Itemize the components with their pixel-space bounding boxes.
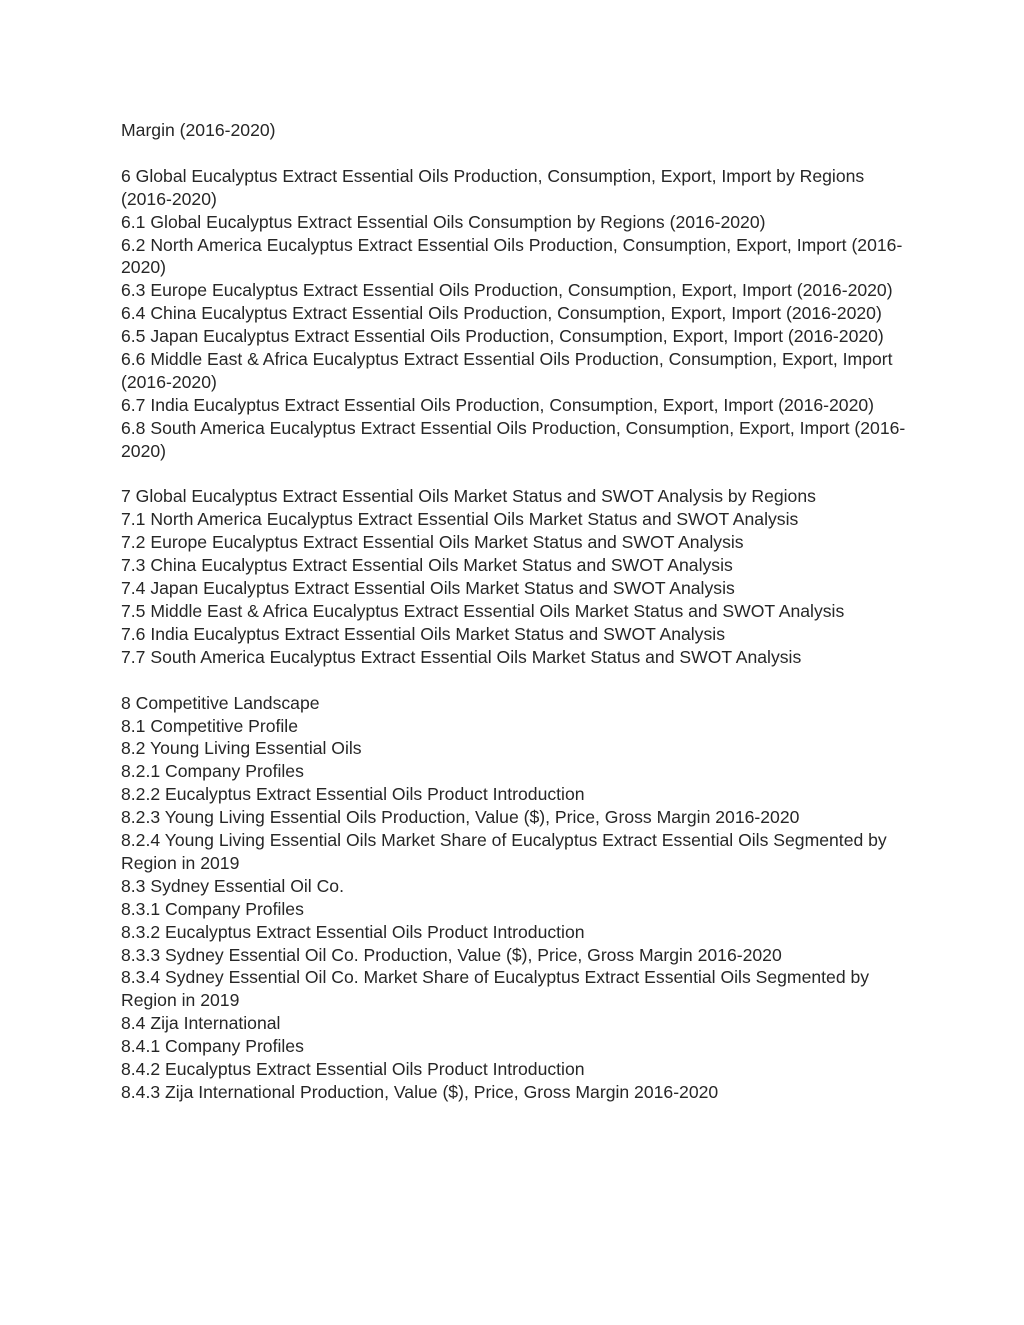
toc-entry: 6.4 China Eucalyptus Extract Essential Oils Production, Consumption, Export, Import (2016-2020) xyxy=(121,303,882,324)
toc-section xyxy=(121,692,911,1104)
toc-entry: 8.4 Zija International xyxy=(121,1013,281,1034)
toc-entry: 8.3.4 Sydney Essential Oil Co. Market Share of Eucalyptus Extract Essential Oils Segmented by Region in 2019 xyxy=(121,967,870,1011)
toc-entry: 7.2 Europe Eucalyptus Extract Essential Oils Market Status and SWOT Analysis xyxy=(121,532,744,553)
toc-entry: 8 Competitive Landscape xyxy=(121,692,320,713)
toc-entry: 7.6 India Eucalyptus Extract Essential Oils Market Status and SWOT Analysis xyxy=(121,623,725,644)
toc-section xyxy=(121,119,911,142)
toc-entry: 6.3 Europe Eucalyptus Extract Essential Oils Production, Consumption, Export, Import (2016-2020) xyxy=(121,280,893,301)
table-of-contents xyxy=(121,119,911,1104)
toc-entry: 8.3.2 Eucalyptus Extract Essential Oils Product Introduction xyxy=(121,921,585,942)
toc-entry: 6.6 Middle East & Africa Eucalyptus Extract Essential Oils Production, Consumption, Export, Import (2016-2020) xyxy=(121,349,893,392)
toc-section xyxy=(121,165,911,463)
toc-entry: 7.5 Middle East & Africa Eucalyptus Extract Essential Oils Market Status and SWOT Analysis xyxy=(121,601,845,621)
toc-entry: 8.2.1 Company Profiles xyxy=(121,761,304,782)
toc-entry: 6.8 South America Eucalyptus Extract Essential Oils Production, Consumption, Export, Import (2016-2020) xyxy=(121,417,906,461)
toc-entry: Margin (2016-2020) xyxy=(121,120,276,140)
toc-entry: 7.7 South America Eucalyptus Extract Essential Oils Market Status and SWOT Analysis xyxy=(121,646,802,667)
toc-entry: 8.4.3 Zija International Production, Value ($), Price, Gross Margin 2016-2020 xyxy=(121,1082,719,1103)
toc-entry: 6 Global Eucalyptus Extract Essential Oils Production, Consumption, Export, Import by Regions (2016-2020) xyxy=(121,165,865,209)
toc-entry: 8.2 Young Living Essential Oils xyxy=(121,738,362,759)
toc-entry: 8.3.1 Company Profiles xyxy=(121,898,304,919)
toc-entry: 8.4.2 Eucalyptus Extract Essential Oils Product Introduction xyxy=(121,1059,585,1080)
toc-entry: 6.1 Global Eucalyptus Extract Essential Oils Consumption by Regions (2016-2020) xyxy=(121,211,766,232)
toc-entry: 7.1 North America Eucalyptus Extract Essential Oils Market Status and SWOT Analysis xyxy=(121,509,799,530)
toc-entry: 8.3 Sydney Essential Oil Co. xyxy=(121,875,344,896)
toc-entry: 6.2 North America Eucalyptus Extract Essential Oils Production, Consumption, Export, Import (2016-2020) xyxy=(121,234,903,278)
toc-entry: 8.2.2 Eucalyptus Extract Essential Oils Product Introduction xyxy=(121,784,585,805)
toc-entry: 6.5 Japan Eucalyptus Extract Essential Oils Production, Consumption, Export, Import (2016-2020) xyxy=(121,326,884,347)
toc-entry: 7.4 Japan Eucalyptus Extract Essential Oils Market Status and SWOT Analysis xyxy=(121,578,735,599)
toc-entry: 8.2.4 Young Living Essential Oils Market Share of Eucalyptus Extract Essential Oils Segmented by Region in 2019 xyxy=(121,830,887,873)
toc-section xyxy=(121,485,911,668)
toc-entry: 7.3 China Eucalyptus Extract Essential Oils Market Status and SWOT Analysis xyxy=(121,555,733,576)
toc-entry: 8.2.3 Young Living Essential Oils Production, Value ($), Price, Gross Margin 2016-2020 xyxy=(121,807,800,828)
toc-entry: 8.3.3 Sydney Essential Oil Co. Production, Value ($), Price, Gross Margin 2016-2020 xyxy=(121,944,782,965)
toc-entry: 6.7 India Eucalyptus Extract Essential Oils Production, Consumption, Export, Import (2016-2020) xyxy=(121,394,874,415)
toc-entry: 8.1 Competitive Profile xyxy=(121,715,298,736)
toc-entry: 8.4.1 Company Profiles xyxy=(121,1036,304,1057)
toc-entry: 7 Global Eucalyptus Extract Essential Oils Market Status and SWOT Analysis by Regions xyxy=(121,486,816,507)
